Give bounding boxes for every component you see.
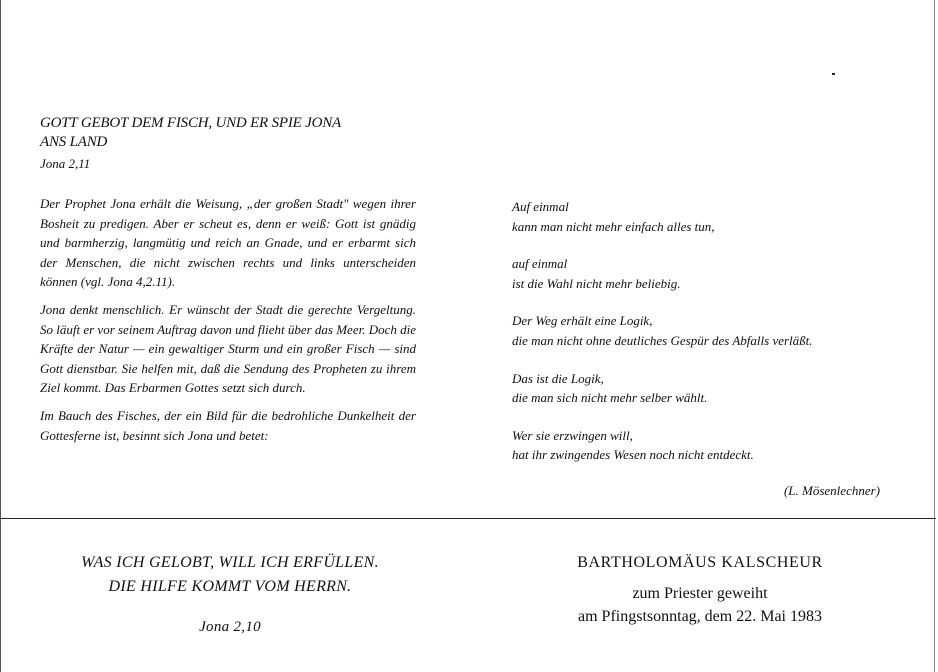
paragraph: Im Bauch des Fisches, der ein Bild für die bedrohliche Dunkelheit der Gottesferne ist, besinnt sich Jona und betet: bbox=[40, 407, 416, 443]
paragraph: Der Prophet Jona erhält die Weisung, „der großen Stadt" wegen ihrer Bosheit zu predigen. Aber er scheut es, denn er weiß: Gott ist gnädig und barmherzig, langmütig und reich an Gnade, und er erbarmt sich der Menschen, die nicht zwischen rechts und links unterscheiden können (vgl. Jona 4,2.11). bbox=[40, 196, 416, 290]
title-line: GOTT GEBOT DEM FISCH, UND ER SPIE JONA bbox=[40, 115, 341, 131]
vow-block bbox=[20, 551, 440, 639]
speck-mark bbox=[832, 73, 835, 75]
poem-stanza bbox=[512, 369, 912, 408]
priest-name: BARTHOLOMÄUS KALSCHEUR bbox=[577, 554, 823, 571]
poem-stanza bbox=[512, 311, 912, 350]
vow-line: DIE HILFE KOMMT VOM HERRN. bbox=[108, 578, 352, 595]
poem-line: ist die Wahl nicht mehr beliebig. bbox=[512, 275, 681, 291]
title-line: ANS LAND bbox=[40, 134, 108, 150]
poem-line: hat ihr zwingendes Wesen noch nicht entdeckt. bbox=[512, 447, 754, 463]
poem-line: Das ist die Logik, bbox=[512, 370, 604, 386]
ordination-date: am Pfingstsonntag, dem 22. Mai 1983 bbox=[578, 608, 822, 625]
poem-author: (L. Mösenlechner) bbox=[783, 483, 880, 498]
ordination-line: zum Priester geweiht bbox=[632, 585, 768, 602]
section-title bbox=[40, 114, 430, 152]
horizontal-divider bbox=[0, 518, 936, 519]
poem-line: Wer sie erzwingen will, bbox=[512, 427, 633, 443]
vow-reference: Jona 2,10 bbox=[199, 619, 261, 635]
poem-line: kann man nicht mehr einfach alles tun, bbox=[512, 218, 715, 234]
poem-line: die man nicht ohne deutliches Gespür des Abfalls verläßt. bbox=[512, 332, 813, 348]
page-edge-left bbox=[0, 0, 1, 672]
prose-text bbox=[40, 194, 416, 453]
poem bbox=[512, 197, 912, 483]
vow-line: WAS ICH GELOBT, WILL ICH ERFÜLLEN. bbox=[81, 554, 379, 571]
poem-line: Auf einmal bbox=[512, 199, 569, 214]
poem-stanza bbox=[512, 254, 912, 293]
poem-stanza bbox=[512, 426, 912, 465]
poem-line: die man sich nicht mehr selber wählt. bbox=[512, 390, 708, 406]
page-edge-right bbox=[934, 0, 935, 672]
paragraph: Jona denkt menschlich. Er wünscht der Stadt die gerechte Vergeltung. So läuft er vor seinem Auftrag davon und flieht über das Meer. Doch die Kräfte der Natur — ein gewaltiger Sturm und ein großer Fisch — sind Gott dienstbar. Sie helfen mit, daß die Sendung des Propheten zu ihrem Ziel kommt. Das Erbarmen Gottes setzt sich durch. bbox=[40, 301, 416, 396]
poem-line: Der Weg erhält eine Logik, bbox=[512, 313, 653, 329]
bible-reference: Jona 2,11 bbox=[40, 156, 91, 171]
ordination-block bbox=[500, 551, 900, 628]
poem-line: auf einmal bbox=[512, 256, 568, 272]
poem-stanza bbox=[512, 197, 912, 236]
